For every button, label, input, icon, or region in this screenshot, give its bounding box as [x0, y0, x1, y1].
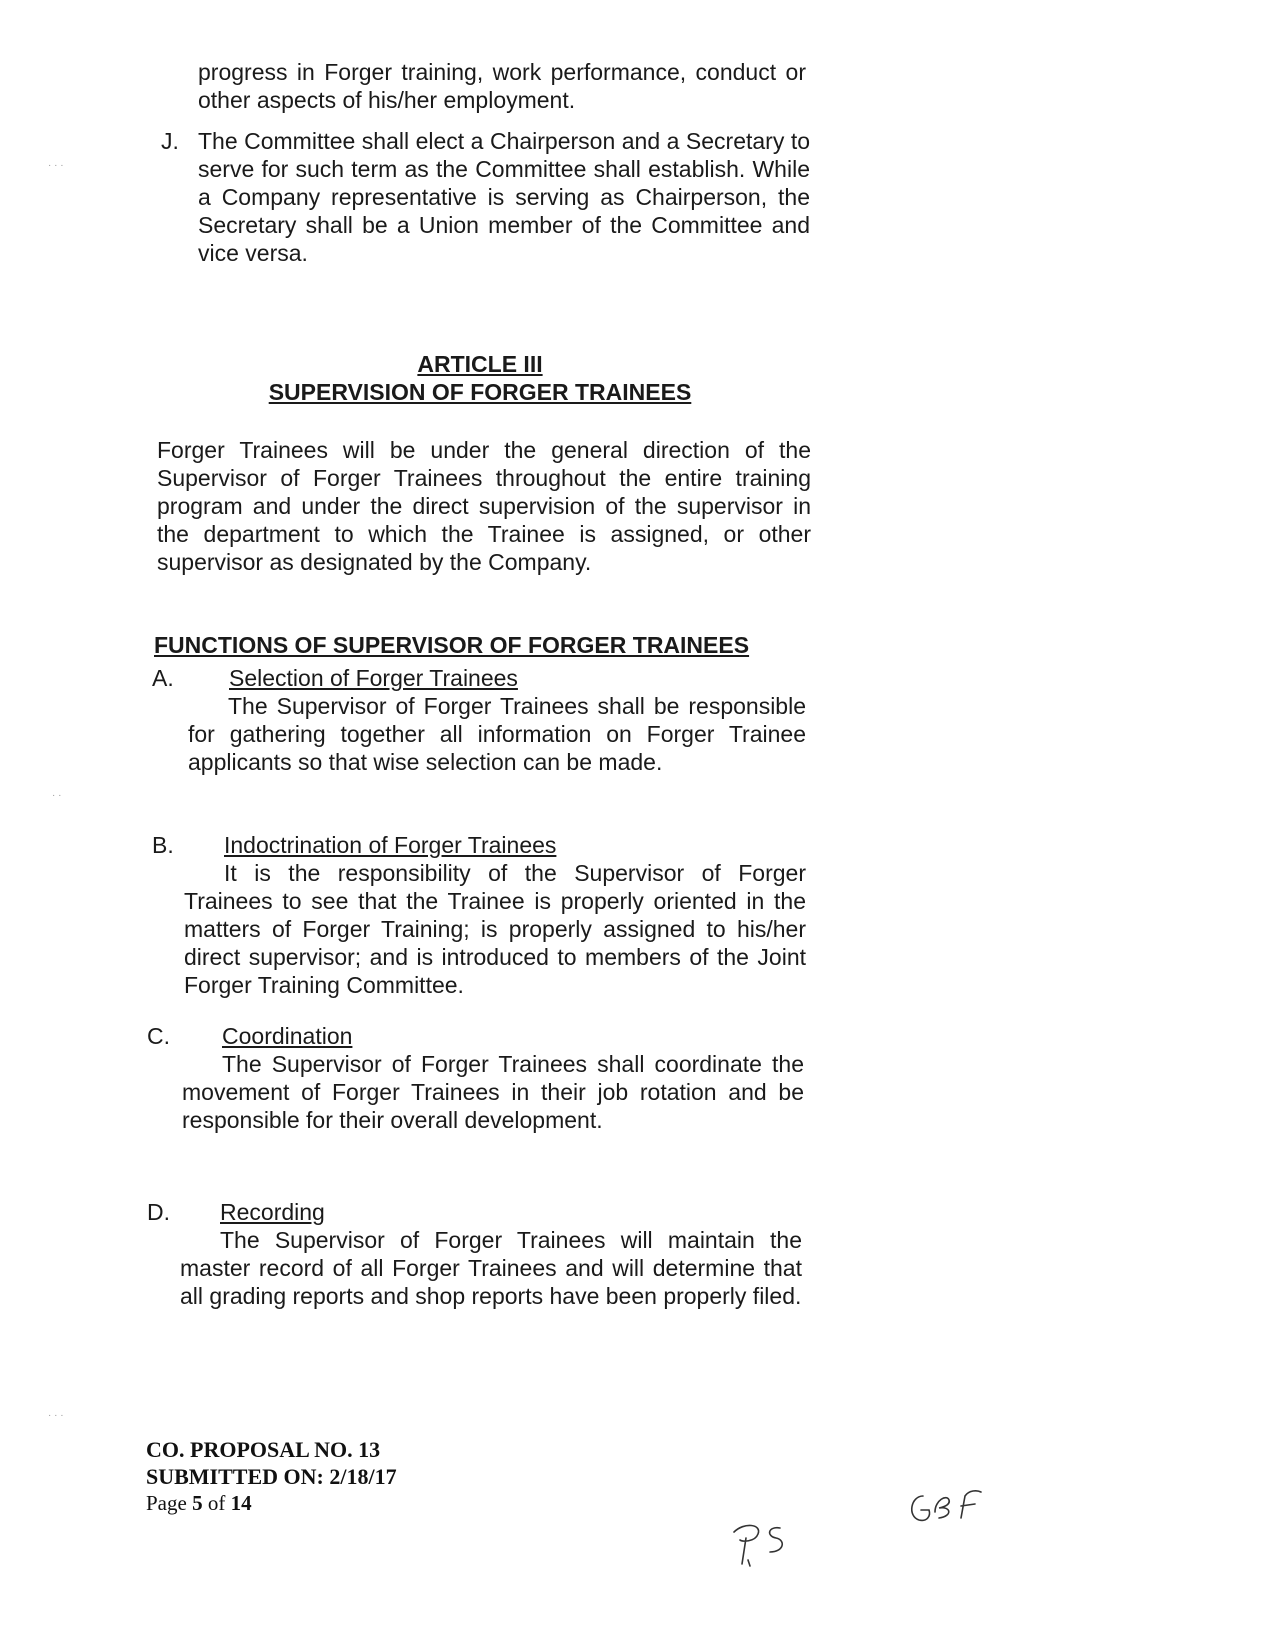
article-title: SUPERVISION OF FORGER TRAINEES — [268, 379, 692, 405]
page-prefix: Page — [146, 1491, 187, 1515]
page-current: 5 — [192, 1491, 203, 1515]
function-c-letter: C. — [147, 1023, 170, 1049]
function-c-text: The Supervisor of Forger Trainees shall coordinate the movement of Forger Trainees in their job rotation and be responsible for their overall development. — [182, 1051, 804, 1133]
initials-ps-signature — [728, 1518, 798, 1570]
proposal-number: CO. PROPOSAL NO. 13 — [146, 1437, 381, 1462]
function-a-text: The Supervisor of Forger Trainees shall be responsible for gathering together all information on Forger Trainee applicants so that wise selection can be made. — [188, 693, 806, 775]
function-b-text: It is the responsibility of the Supervisor of Forger Trainees to see that the Trainee is properly oriented in the matters of Forger Training; is properly assigned to his/her direct supervisor; and is introduced to members of the Joint Forger Training Committee. — [184, 860, 806, 998]
item-j-marker: J. — [161, 128, 179, 154]
article-heading: ARTICLE III — [417, 351, 543, 377]
function-b-letter: B. — [152, 832, 174, 858]
function-b-title: Indoctrination of Forger Trainees — [224, 832, 557, 858]
submitted-date: SUBMITTED ON: 2/18/17 — [146, 1464, 397, 1489]
page-of: of — [207, 1491, 226, 1515]
function-d-title: Recording — [220, 1199, 325, 1225]
functions-heading: FUNCTIONS OF SUPERVISOR OF FORGER TRAINEES — [154, 632, 750, 658]
function-a-title: Selection of Forger Trainees — [229, 665, 518, 691]
initials-gbf-signature — [905, 1482, 985, 1534]
function-a-letter: A. — [152, 665, 174, 691]
page-total: 14 — [230, 1491, 252, 1515]
scan-speck: · · — [52, 790, 62, 801]
function-c-title: Coordination — [222, 1023, 353, 1049]
continued-paragraph: progress in Forger training, work performance, conduct or other aspects of his/her employment. — [198, 59, 806, 113]
function-d-text: The Supervisor of Forger Trainees will maintain the master record of all Forger Trainees and will determine that all grading reports and shop reports have been properly filed. — [180, 1227, 802, 1309]
document-footer — [146, 1436, 397, 1517]
item-j-text: The Committee shall elect a Chairperson and a Secretary to serve for such term as the Committee shall establish. While a Company representative is serving as Chairperson, the Secretary shall be a Union member of the Committee and vice versa. — [198, 128, 810, 266]
function-d-letter: D. — [147, 1199, 170, 1225]
page-number — [146, 1490, 397, 1517]
article-intro-paragraph: Forger Trainees will be under the general direction of the Supervisor of Forger Trainees throughout the entire training program and under the direct supervision of the supervisor in the department to which the Trainee is assigned, or other supervisor as designated by the Company. — [157, 437, 811, 575]
scan-speck: · · · — [48, 1410, 64, 1421]
scan-speck: · · · — [48, 160, 64, 171]
